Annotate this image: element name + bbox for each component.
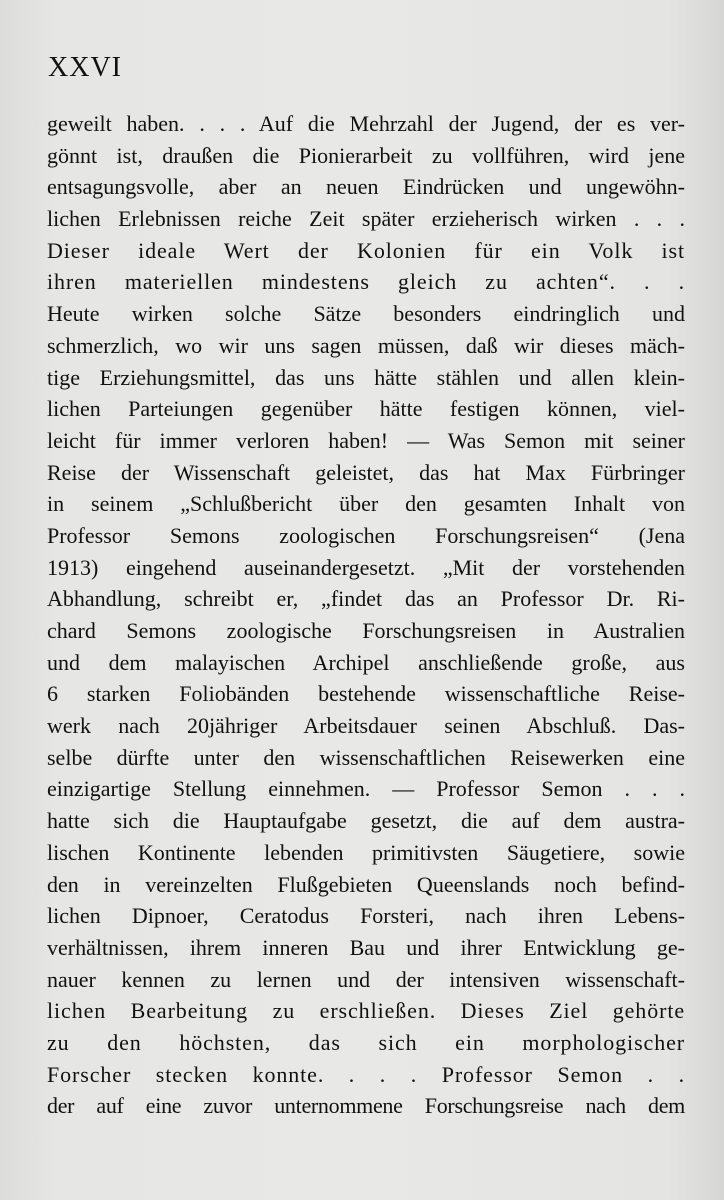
text-line: Heute wirken solche Sätze besonders eindringlich und (47, 301, 685, 327)
text-line: Reise der Wissenschaft geleistet, das hat Max Fürbringer (47, 459, 685, 485)
text-line: selbe dürfte unter den wissenschaftlichen Reisewerken eine (47, 744, 685, 770)
text-line: werk nach 20jähriger Arbeitsdauer seinen Abschluß. Das- (47, 713, 685, 739)
text-line: nauer kennen zu lernen und der intensiven wissenschaft- (47, 966, 685, 992)
text-line: lichen Dipnoer, Ceratodus Forsteri, nach ihren Lebens- (47, 903, 685, 929)
text-line: den in vereinzelten Flußgebieten Queenslands noch befind- (47, 871, 685, 897)
text-line: 6 starken Foliobänden bestehende wissenschaftliche Reise- (47, 681, 685, 707)
text-line: tige Erziehungsmittel, das uns hätte stählen und allen klein- (47, 364, 685, 390)
text-line: Abhandlung, schreibt er, „findet das an Professor Dr. Ri- (47, 586, 685, 612)
text-line: 1913) eingehend auseinandergesetzt. „Mit der vorstehenden (47, 554, 685, 580)
text-line: gönnt ist, draußen die Pionierarbeit zu vollführen, wird jene (47, 142, 685, 168)
body-text (47, 108, 685, 1122)
text-line: Dieser ideale Wert der Kolonien für ein Volk ist (47, 237, 685, 263)
text-line: lichen Erlebnissen reiche Zeit später erzieherisch wirken . . . (47, 206, 685, 232)
text-line: verhältnissen, ihrem inneren Bau und ihrer Entwicklung ge- (47, 934, 685, 960)
text-line: chard Semons zoologische Forschungsreisen in Australien (47, 618, 685, 643)
text-line: Professor Semons zoologischen Forschungsreisen“ (Jena (47, 522, 685, 548)
text-line: geweilt haben. . . . Auf die Mehrzahl der Jugend, der es ver- (47, 111, 685, 136)
text-line: leicht für immer verloren haben! — Was Semon mit seiner (47, 427, 685, 453)
text-line: hatte sich die Hauptaufgabe gesetzt, die auf dem austra- (47, 808, 685, 834)
text-line: lichen Bearbeitung zu erschließen. Dieses Ziel gehörte (47, 998, 685, 1024)
text-line: ihren materiellen mindestens gleich zu achten“. . . (47, 269, 685, 295)
text-line: Forscher stecken konnte. . . . Professor Semon . . (47, 1061, 685, 1087)
text-line: einzigartige Stellung einnehmen. — Professor Semon . . . (47, 776, 685, 802)
text-line: und dem malayischen Archipel anschließende große, aus (47, 649, 685, 675)
text-line: der auf eine zuvor unternommene Forschungsreise nach dem (47, 1093, 685, 1119)
text-line: zu den höchsten, das sich ein morphologischer (47, 1029, 685, 1055)
text-line: schmerzlich, wo wir uns sagen müssen, daß wir dieses mäch- (47, 332, 685, 358)
page-number: XXVI (48, 52, 122, 83)
text-line: lischen Kontinente lebenden primitivsten Säugetiere, sowie (47, 839, 685, 865)
text-line: in seinem „Schlußbericht über den gesamten Inhalt von (47, 491, 685, 517)
text-line: lichen Parteiungen gegenüber hätte festigen können, viel- (47, 396, 685, 422)
text-line: entsagungsvolle, aber an neuen Eindrücken und ungewöhn- (47, 174, 685, 200)
